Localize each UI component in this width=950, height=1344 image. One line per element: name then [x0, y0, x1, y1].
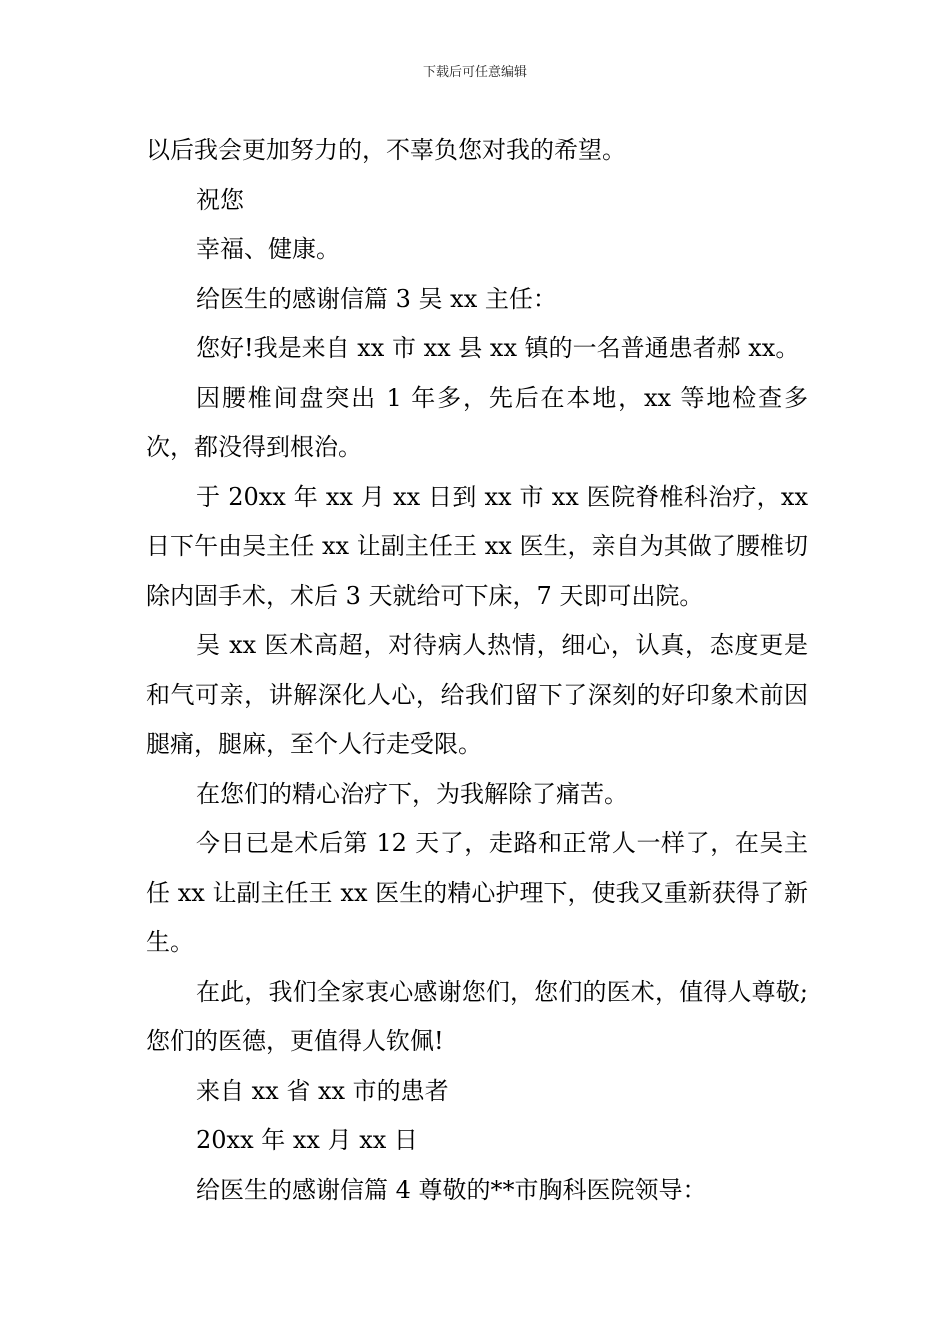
section-heading: 给医生的感谢信篇 3 吴 xx 主任： — [196, 284, 557, 313]
date-line: 20xx 年 xx 月 xx 日 — [196, 1126, 418, 1154]
paragraph: 今日已是术后第 12 天了，走路和正常人一样了，在吴主任 xx 让副主任王 xx 医生的精心护理下，使我又重新获得了新生。 — [146, 829, 808, 956]
paragraph: 以后我会更加努力的，不辜负您对我的希望。 — [146, 136, 626, 164]
paragraph: 您好!我是来自 xx 市 xx 县 xx 镇的一名普通患者郝 xx。 — [196, 334, 800, 362]
paragraph: 幸福、健康。 — [196, 235, 340, 263]
paragraph: 吴 xx 医术高超，对待病人热情，细心，认真，态度更是和气可亲，讲解深化人心，给我们留下了深刻的好印象术前因腿痛，腿麻，至个人行走受限。 — [146, 631, 808, 758]
paragraph: 在您们的精心治疗下，为我解除了痛苦。 — [196, 779, 628, 808]
section-heading: 给医生的感谢信篇 4 尊敬的**市胸科医院领导： — [196, 1175, 707, 1204]
signature-line: 来自 xx 省 xx 市的患者 — [196, 1076, 449, 1105]
paragraph: 在此，我们全家衷心感谢您们，您们的医术，值得人尊敬;您们的医德，更值得人钦佩! — [146, 977, 808, 1055]
page-header-note: 下载后可任意编辑 — [422, 65, 527, 80]
paragraph: 祝您 — [196, 185, 244, 214]
paragraph: 于 20xx 年 xx 月 xx 日到 xx 市 xx 医院脊椎科治疗，xx 日下午由吴主任 xx 让副主任王 xx 医生，亲自为其做了腰椎切除内固手术，术后 3 天就给可下床，7 天即可出院。 — [146, 482, 808, 610]
paragraph: 因腰椎间盘突出 1 年多，先后在本地，xx 等地检查多次，都没得到根治。 — [146, 383, 808, 461]
letter-body — [146, 126, 808, 1215]
